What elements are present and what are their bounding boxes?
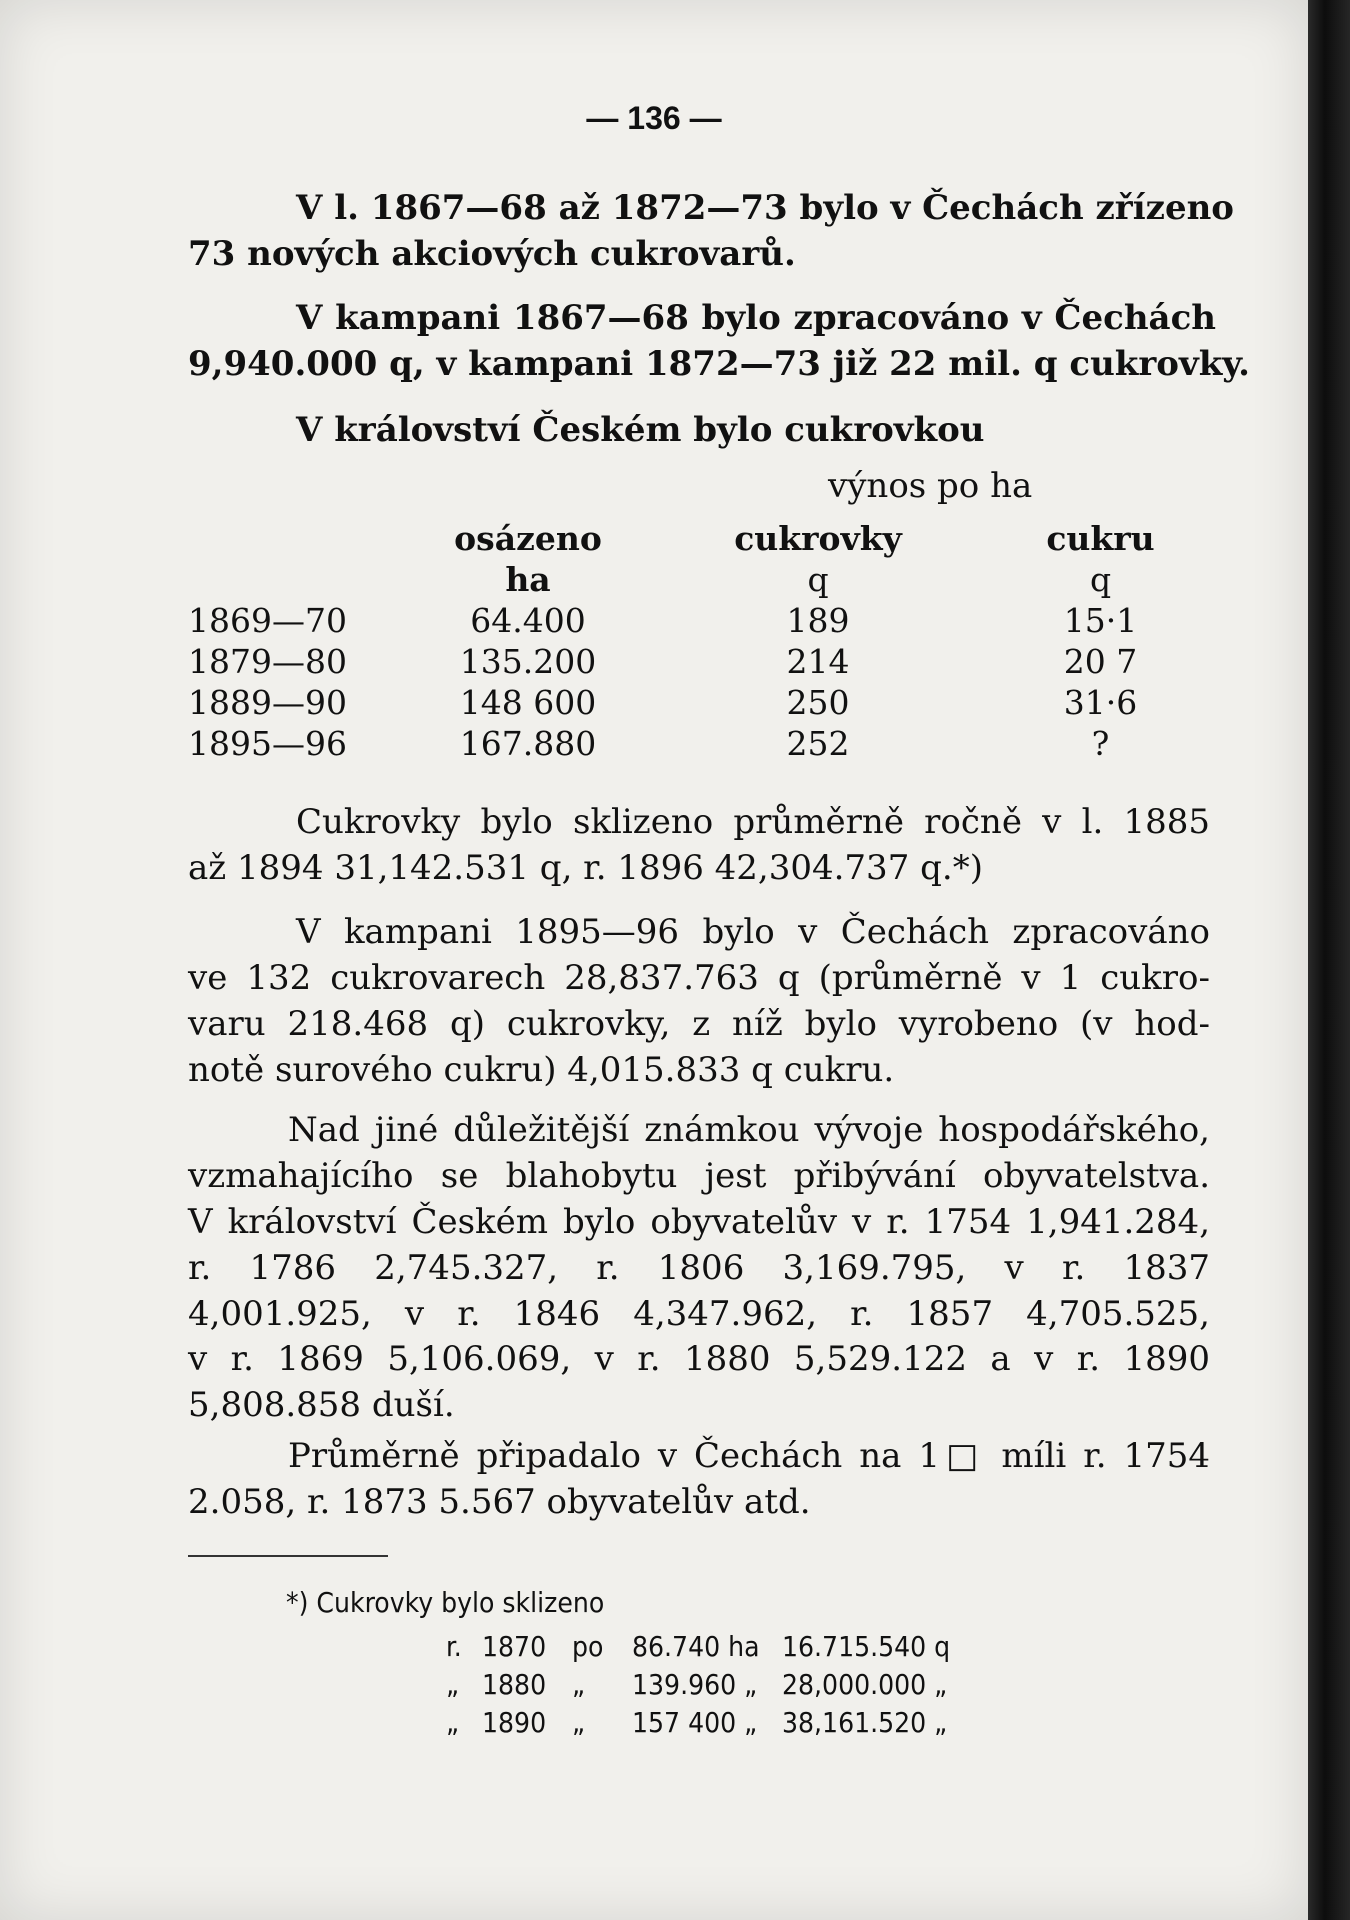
text-line: 9,940.000 q, v kampani 1872—73 již 22 mil. q cukrovky. xyxy=(188,343,1250,384)
text-line: 73 nových akciových cukrovarů. xyxy=(188,233,796,274)
planted: 135.200 xyxy=(459,642,597,681)
footnote-title: *) Cukrovky bylo sklizeno xyxy=(286,1586,605,1619)
text-line: Průměrně připadalo v Čechách na 1□ míli r. 1754 xyxy=(288,1436,1210,1476)
text-line: notě surového cukru) 4,015.833 q cukru. xyxy=(188,1049,895,1090)
unit-sugar: q xyxy=(1089,560,1112,599)
unit-planted: ha xyxy=(505,560,551,599)
table-header-group: výnos po ha xyxy=(828,466,1033,506)
text-line: r. 1786 2,745.327, r. 1806 3,169.795, v r. 1837 xyxy=(188,1247,1210,1288)
table-row xyxy=(188,641,1193,682)
col-planted: osázeno xyxy=(454,519,602,558)
col-sugar: cukru xyxy=(1046,519,1155,558)
footnote-rule xyxy=(188,1555,388,1557)
text-line: Nad jiné důležitější známkou vývoje hospodářského, xyxy=(288,1110,1210,1150)
footnote-row: „ 1890 „ 157 400 „ 38,161.520 „ xyxy=(446,1706,948,1739)
text-line: v r. 1869 5,106.069, v r. 1880 5,529.122 a v r. 1890 xyxy=(188,1339,1210,1380)
unit-beet: q xyxy=(807,560,829,599)
page-number: — 136 — xyxy=(586,100,722,136)
text-line: V království Českém bylo obyvatelův v r. 1754 1,941.284, xyxy=(188,1201,1210,1242)
planted: 64.400 xyxy=(470,601,586,640)
table-row xyxy=(188,682,1193,723)
table-row xyxy=(188,600,1193,641)
sugar-beet-table xyxy=(188,518,1193,764)
period: 1895—96 xyxy=(188,724,347,763)
table-intro: V království Českém bylo cukrovkou xyxy=(296,410,985,450)
footnote-row: r. 1870 po 86.740 ha 16.715.540 q xyxy=(446,1630,951,1663)
period: 1889—90 xyxy=(188,683,347,722)
paragraph-beet-processing xyxy=(188,296,1250,388)
text-line: 4,001.925, v r. 1846 4,347.962, r. 1857 4,705.525, xyxy=(188,1293,1210,1334)
sugar-yield: 31·6 xyxy=(1063,683,1138,722)
footnote-row: „ 1880 „ 139.960 „ 28,000.000 „ xyxy=(446,1668,948,1701)
sugar-yield: ? xyxy=(1091,724,1110,763)
text-line: varu 218.468 q) cukrovky, z níž bylo vyrobeno (v hod- xyxy=(188,1003,1210,1044)
table-header-row xyxy=(188,518,1193,559)
text-line: Cukrovky bylo sklizeno průměrně ročně v l. 1885 xyxy=(296,802,1210,842)
sugar-yield: 20 7 xyxy=(1063,642,1138,681)
period: 1879—80 xyxy=(188,642,347,681)
table-unit-row xyxy=(188,559,1193,600)
text-line: ve 132 cukrovarech 28,837.763 q (průměrně v 1 cukro- xyxy=(188,957,1210,998)
beet-yield: 214 xyxy=(786,642,850,681)
text-line: 2.058, r. 1873 5.567 obyvatelův atd. xyxy=(188,1481,811,1522)
text-line: V kampani 1895—96 bylo v Čechách zpracováno xyxy=(296,912,1210,952)
page-edge-shadow xyxy=(1308,0,1350,1920)
planted: 167.880 xyxy=(459,724,597,763)
text-line: až 1894 31,142.531 q, r. 1896 42,304.737 q.*) xyxy=(188,847,983,888)
table-row xyxy=(188,723,1193,764)
text-line: V kampani 1867—68 bylo zpracováno v Čechách xyxy=(296,298,1216,338)
text-line: vzmahajícího se blahobytu jest přibývání obyvatelstva. xyxy=(188,1155,1210,1196)
beet-yield: 250 xyxy=(786,683,850,722)
paragraph-new-sugar-factories xyxy=(188,186,1234,278)
period: 1869—70 xyxy=(188,601,347,640)
text-line: V l. 1867—68 až 1872—73 bylo v Čechách zřízeno xyxy=(296,188,1234,228)
sugar-yield: 15·1 xyxy=(1063,601,1138,640)
text-line: 5,808.858 duší. xyxy=(188,1385,455,1426)
paragraph-campaign-1895 xyxy=(188,910,1210,1094)
beet-yield: 252 xyxy=(786,724,850,763)
planted: 148 600 xyxy=(459,683,597,722)
col-beet: cukrovky xyxy=(734,519,902,558)
beet-yield: 189 xyxy=(786,601,850,640)
paragraph-population xyxy=(188,1108,1210,1429)
paragraph-density xyxy=(188,1434,1210,1526)
paragraph-harvest xyxy=(188,800,1210,892)
